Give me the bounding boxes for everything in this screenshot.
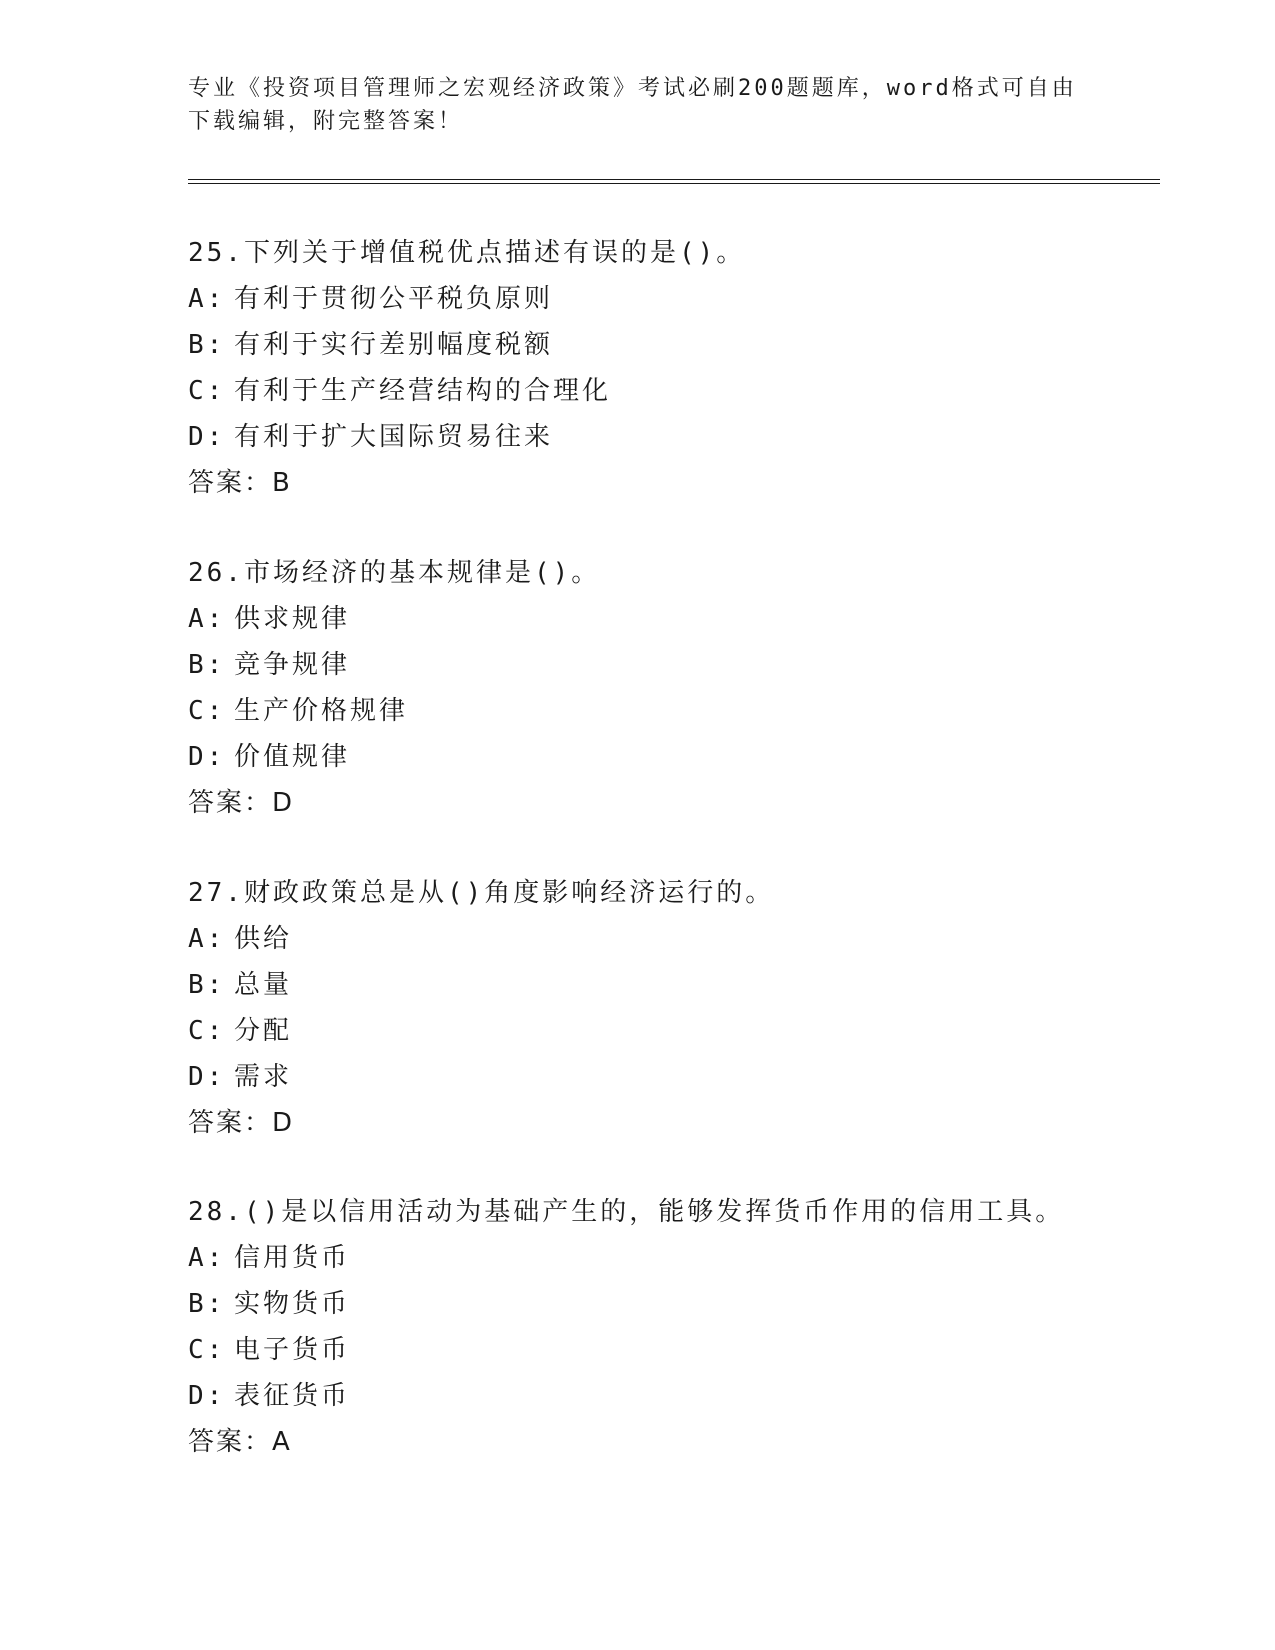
option-a: [188, 1235, 1168, 1281]
option-key: B:: [188, 970, 226, 1000]
option-key: D:: [188, 1062, 226, 1092]
option-text: 竞争规律: [234, 650, 351, 680]
option-key: B:: [188, 330, 226, 360]
question-block: [188, 1189, 1168, 1465]
question-stem: 25.下列关于增值税优点描述有误的是()。: [188, 238, 746, 268]
option-d: [188, 414, 1168, 460]
option-c: [188, 368, 1168, 414]
option-key: C:: [188, 376, 226, 406]
question-block: [188, 870, 1168, 1146]
option-key: C:: [188, 1335, 226, 1365]
option-text: 生产价格规律: [234, 696, 409, 726]
option-key: C:: [188, 1016, 226, 1046]
option-text: 有利于扩大国际贸易往来: [234, 422, 554, 452]
answer-line: 答案：D: [188, 788, 295, 818]
option-text: 实物货币: [234, 1289, 351, 1319]
option-key: B:: [188, 650, 226, 680]
option-b: [188, 1281, 1168, 1327]
option-text: 需求: [234, 1062, 293, 1092]
option-key: A:: [188, 604, 226, 634]
option-key: A:: [188, 924, 226, 954]
option-b: [188, 962, 1168, 1008]
option-text: 分配: [234, 1016, 293, 1046]
option-text: 有利于实行差别幅度税额: [234, 330, 554, 360]
option-a: [188, 276, 1168, 322]
question-block: [188, 550, 1168, 826]
option-text: 供求规律: [234, 604, 351, 634]
option-key: D:: [188, 422, 226, 452]
option-key: C:: [188, 696, 226, 726]
option-text: 电子货币: [234, 1335, 351, 1365]
option-b: [188, 322, 1168, 368]
option-text: 信用货币: [234, 1243, 351, 1273]
option-key: D:: [188, 1381, 226, 1411]
document-header: [188, 72, 1088, 138]
option-text: 供给: [234, 924, 293, 954]
answer-line: 答案：D: [188, 1108, 295, 1138]
question-stem: 26.市场经济的基本规律是()。: [188, 558, 601, 588]
option-text: 有利于生产经营结构的合理化: [234, 376, 612, 406]
option-d: [188, 734, 1168, 780]
answer-line: 答案：B: [188, 468, 292, 498]
header-line-1: 专业《投资项目管理师之宏观经济政策》考试必刷200题题库，word格式可自由: [188, 76, 1077, 101]
option-text: 有利于贯彻公平税负原则: [234, 284, 554, 314]
option-c: [188, 688, 1168, 734]
option-text: 表征货币: [234, 1381, 351, 1411]
option-c: [188, 1327, 1168, 1373]
option-text: 价值规律: [234, 742, 351, 772]
option-a: [188, 596, 1168, 642]
question-stem: 27.财政政策总是从()角度影响经济运行的。: [188, 878, 775, 908]
header-divider-top: [188, 179, 1160, 180]
header-line-2: 下载编辑，附完整答案！: [188, 109, 464, 134]
option-key: D:: [188, 742, 226, 772]
option-d: [188, 1054, 1168, 1100]
option-a: [188, 916, 1168, 962]
option-text: 总量: [234, 970, 293, 1000]
header-divider-bottom: [188, 183, 1160, 184]
question-stem: 28.()是以信用活动为基础产生的，能够发挥货币作用的信用工具。: [188, 1197, 1065, 1227]
option-key: A:: [188, 284, 226, 314]
option-b: [188, 642, 1168, 688]
option-c: [188, 1008, 1168, 1054]
answer-line: 答案：A: [188, 1427, 292, 1457]
option-d: [188, 1373, 1168, 1419]
option-key: B:: [188, 1289, 226, 1319]
question-block: [188, 230, 1168, 506]
option-key: A:: [188, 1243, 226, 1273]
